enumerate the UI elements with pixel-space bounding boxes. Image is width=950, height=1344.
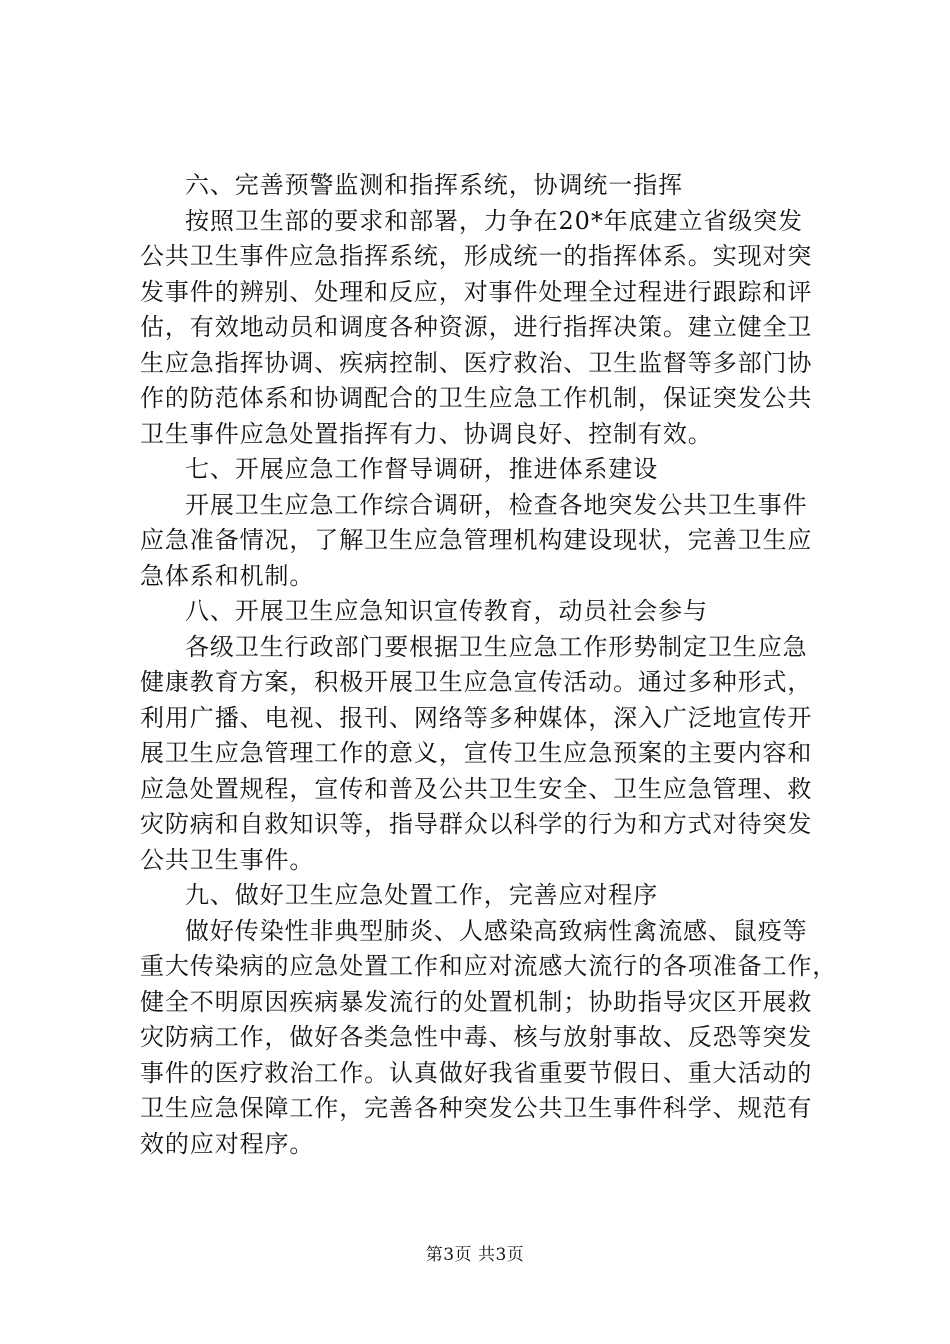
paragraph-line-indented: 七、开展应急工作督导调研，推进体系建设 [185, 455, 659, 483]
paragraph-line: 卫生事件应急处置指挥有力、协调良好、控制有效。 [140, 419, 713, 448]
paragraph-line: 灾防病工作，做好各类急性中毒、核与放射事故、反恐等突发 [140, 1023, 813, 1051]
paragraph-line: 应急处置规程，宣传和普及公共卫生安全、卫生应急管理、救 [140, 774, 813, 803]
paragraph-line-indented: 八、开展卫生应急知识宣传教育，动员社会参与 [185, 597, 708, 625]
paragraph-line: 应急准备情况，了解卫生应急管理机构建设现状，完善卫生应 [140, 526, 813, 554]
paragraph-line: 卫生应急保障工作，完善各种突发公共卫生事件科学、规范有 [140, 1094, 813, 1122]
paragraph-line: 生应急指挥协调、疾病控制、医疗救治、卫生监督等多部门协 [140, 348, 813, 377]
paragraph-line: 估，有效地动员和调度各种资源，进行指挥决策。建立健全卫 [140, 313, 813, 341]
document-body [140, 168, 840, 1162]
paragraph-line: 急体系和机制。 [140, 561, 315, 590]
paragraph-line: 效的应对程序。 [140, 1129, 315, 1158]
paragraph-line-indented: 六、完善预警监测和指挥系统，协调统一指挥 [185, 171, 683, 199]
paragraph-line-indented: 开展卫生应急工作综合调研，检查各地突发公共卫生事件 [185, 490, 808, 519]
paragraph-line-indented: 九、做好卫生应急处置工作，完善应对程序 [185, 881, 659, 909]
page-footer: 第3页 共3页 [425, 1245, 525, 1265]
paragraph-line-indented: 按照卫生部的要求和部署，力争在20*年底建立省级突发 [185, 206, 803, 235]
paragraph-line: 作的防范体系和协调配合的卫生应急工作机制，保证突发公共 [140, 384, 813, 412]
paragraph-line: 事件的医疗救治工作。认真做好我省重要节假日、重大活动的 [140, 1058, 813, 1087]
paragraph-line: 发事件的辨别、处理和反应，对事件处理全过程进行跟踪和评 [140, 277, 813, 306]
paragraph-line: 展卫生应急管理工作的意义，宣传卫生应急预案的主要内容和 [140, 739, 813, 767]
paragraph-line-indented: 做好传染性非典型肺炎、人感染高致病性禽流感、鼠疫等 [185, 916, 808, 945]
paragraph-line-indented: 各级卫生行政部门要根据卫生应急工作形势制定卫生应急 [185, 632, 808, 661]
paragraph-line: 利用广播、电视、报刊、网络等多种媒体，深入广泛地宣传开 [140, 703, 813, 732]
paragraph-line: 公共卫生事件。 [140, 845, 315, 874]
paragraph-line: 公共卫生事件应急指挥系统，形成统一的指挥体系。实现对突 [140, 242, 813, 270]
paragraph-line: 健全不明原因疾病暴发流行的处置机制；协助指导灾区开展救 [140, 987, 813, 1016]
paragraph-line: 健康教育方案，积极开展卫生应急宣传活动。通过多种形式， [140, 668, 813, 696]
paragraph-line: 重大传染病的应急处置工作和应对流感大流行的各项准备工作， [140, 952, 838, 980]
paragraph-line: 灾防病和自救知识等，指导群众以科学的行为和方式对待突发 [140, 810, 813, 838]
